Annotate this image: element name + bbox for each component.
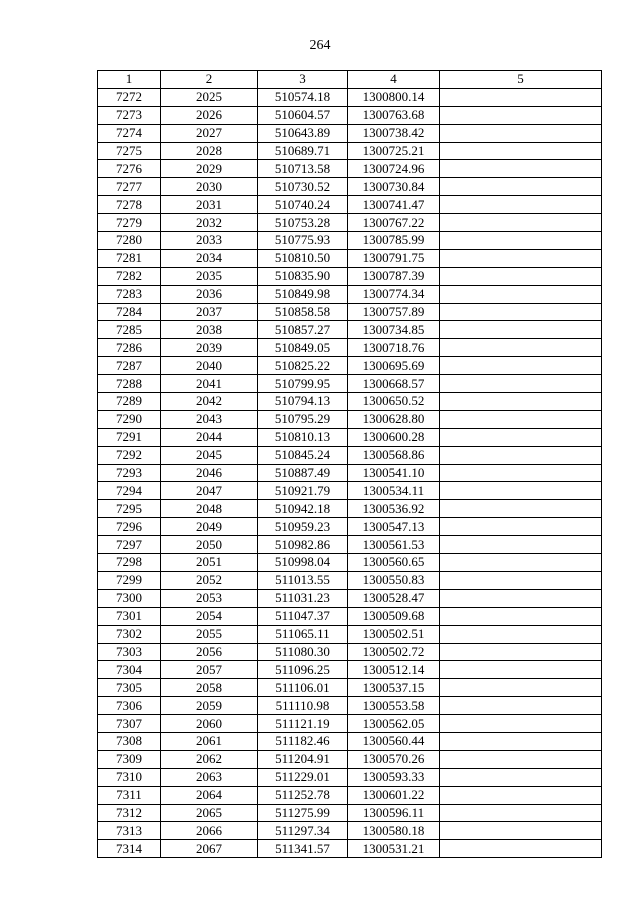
table-cell: 511031.23 — [258, 589, 348, 607]
table-cell — [440, 804, 602, 822]
table-cell: 1300785.99 — [348, 232, 440, 250]
table-row — [98, 196, 602, 214]
table-cell: 2029 — [161, 160, 258, 178]
table-cell — [440, 589, 602, 607]
table-cell: 510810.50 — [258, 249, 348, 267]
table-cell — [440, 732, 602, 750]
table-row — [98, 804, 602, 822]
table-row — [98, 178, 602, 196]
table-cell: 2028 — [161, 142, 258, 160]
table-row — [98, 214, 602, 232]
table-row — [98, 536, 602, 554]
table-cell — [440, 249, 602, 267]
table-row — [98, 232, 602, 250]
table-cell: 1300650.52 — [348, 393, 440, 411]
table-cell — [440, 410, 602, 428]
coordinates-table — [97, 70, 602, 858]
table-cell — [440, 715, 602, 733]
table-cell — [440, 482, 602, 500]
table-cell: 1300787.39 — [348, 267, 440, 285]
table-row — [98, 643, 602, 661]
table-cell: 511080.30 — [258, 643, 348, 661]
table-cell: 511121.19 — [258, 715, 348, 733]
table-cell: 7299 — [98, 571, 161, 589]
table-row — [98, 142, 602, 160]
table-cell: 1300502.72 — [348, 643, 440, 661]
table-cell — [440, 571, 602, 589]
table-cell: 2027 — [161, 124, 258, 142]
table-cell: 2051 — [161, 554, 258, 572]
table-cell: 7273 — [98, 106, 161, 124]
table-cell — [440, 321, 602, 339]
table-cell: 1300561.53 — [348, 536, 440, 554]
table-row — [98, 393, 602, 411]
table-cell: 2056 — [161, 643, 258, 661]
table-cell: 1300767.22 — [348, 214, 440, 232]
table-cell — [440, 768, 602, 786]
table-cell: 1300547.13 — [348, 518, 440, 536]
table-cell: 1300730.84 — [348, 178, 440, 196]
table-cell: 510942.18 — [258, 500, 348, 518]
table-cell: 510982.86 — [258, 536, 348, 554]
table-cell: 1300763.68 — [348, 106, 440, 124]
table-header-row — [98, 71, 602, 89]
table-cell: 7282 — [98, 267, 161, 285]
table-cell: 7295 — [98, 500, 161, 518]
table-cell: 2031 — [161, 196, 258, 214]
table-row — [98, 88, 602, 106]
table-cell — [440, 285, 602, 303]
table-cell: 7294 — [98, 482, 161, 500]
table-row — [98, 339, 602, 357]
table-cell: 510857.27 — [258, 321, 348, 339]
table-cell: 7285 — [98, 321, 161, 339]
table-cell — [440, 446, 602, 464]
table-cell: 7310 — [98, 768, 161, 786]
table-cell: 1300560.65 — [348, 554, 440, 572]
table-row — [98, 446, 602, 464]
table-cell: 511297.34 — [258, 822, 348, 840]
table-cell: 510643.89 — [258, 124, 348, 142]
table-cell — [440, 160, 602, 178]
table-cell: 1300528.47 — [348, 589, 440, 607]
table-cell — [440, 393, 602, 411]
table-cell: 7306 — [98, 697, 161, 715]
table-cell: 1300509.68 — [348, 607, 440, 625]
table-cell: 7289 — [98, 393, 161, 411]
table-cell: 2042 — [161, 393, 258, 411]
table-cell — [440, 267, 602, 285]
table-row — [98, 285, 602, 303]
table-cell: 7301 — [98, 607, 161, 625]
table-cell: 2061 — [161, 732, 258, 750]
table-cell: 1300668.57 — [348, 375, 440, 393]
table-cell: 2035 — [161, 267, 258, 285]
table-row — [98, 750, 602, 768]
table-cell: 2037 — [161, 303, 258, 321]
table-cell: 2039 — [161, 339, 258, 357]
table-cell: 1300718.76 — [348, 339, 440, 357]
table-cell: 2054 — [161, 607, 258, 625]
table-cell: 2044 — [161, 428, 258, 446]
table-cell — [440, 142, 602, 160]
table-row — [98, 732, 602, 750]
table-cell: 511252.78 — [258, 786, 348, 804]
table-cell — [440, 339, 602, 357]
table-cell: 511229.01 — [258, 768, 348, 786]
table-row — [98, 267, 602, 285]
table-cell: 7309 — [98, 750, 161, 768]
table-cell: 7278 — [98, 196, 161, 214]
table-cell: 2055 — [161, 625, 258, 643]
table-cell: 7272 — [98, 88, 161, 106]
table-cell: 511013.55 — [258, 571, 348, 589]
table-row — [98, 428, 602, 446]
table-cell — [440, 232, 602, 250]
table-cell: 511110.98 — [258, 697, 348, 715]
table-cell — [440, 178, 602, 196]
table-cell: 1300738.42 — [348, 124, 440, 142]
table-row — [98, 679, 602, 697]
table-cell: 2065 — [161, 804, 258, 822]
table-cell: 1300534.11 — [348, 482, 440, 500]
table-cell: 1300512.14 — [348, 661, 440, 679]
table-cell: 510998.04 — [258, 554, 348, 572]
table-cell: 510849.98 — [258, 285, 348, 303]
table-cell: 510835.90 — [258, 267, 348, 285]
table-row — [98, 840, 602, 858]
table-cell — [440, 106, 602, 124]
table-cell: 2053 — [161, 589, 258, 607]
table-cell — [440, 357, 602, 375]
table-cell: 7293 — [98, 464, 161, 482]
table-cell: 2041 — [161, 375, 258, 393]
table-cell: 1300601.22 — [348, 786, 440, 804]
table-cell: 7305 — [98, 679, 161, 697]
table-cell: 1300560.44 — [348, 732, 440, 750]
table-cell: 7286 — [98, 339, 161, 357]
table-cell: 511182.46 — [258, 732, 348, 750]
table-cell: 2050 — [161, 536, 258, 554]
table-cell: 1300550.83 — [348, 571, 440, 589]
table-cell — [440, 88, 602, 106]
table-cell: 510921.79 — [258, 482, 348, 500]
table-row — [98, 124, 602, 142]
table-cell: 511065.11 — [258, 625, 348, 643]
page-number: 264 — [309, 38, 331, 53]
table-cell: 7313 — [98, 822, 161, 840]
table-cell: 2046 — [161, 464, 258, 482]
column-header: 3 — [258, 71, 348, 89]
table-cell: 510845.24 — [258, 446, 348, 464]
table-cell: 511106.01 — [258, 679, 348, 697]
table-cell: 7290 — [98, 410, 161, 428]
table-cell: 510775.93 — [258, 232, 348, 250]
table-cell — [440, 500, 602, 518]
table-cell: 7274 — [98, 124, 161, 142]
table-cell: 2038 — [161, 321, 258, 339]
table-cell: 7303 — [98, 643, 161, 661]
table-cell: 510574.18 — [258, 88, 348, 106]
table-cell: 7288 — [98, 375, 161, 393]
table-cell — [440, 697, 602, 715]
table-cell: 511341.57 — [258, 840, 348, 858]
table-cell: 1300562.05 — [348, 715, 440, 733]
table-cell: 511204.91 — [258, 750, 348, 768]
table-cell: 1300741.47 — [348, 196, 440, 214]
column-header: 1 — [98, 71, 161, 89]
table-cell: 1300553.58 — [348, 697, 440, 715]
table-cell: 2049 — [161, 518, 258, 536]
table-cell — [440, 822, 602, 840]
table-cell: 7291 — [98, 428, 161, 446]
table-row — [98, 786, 602, 804]
table-cell — [440, 679, 602, 697]
column-header: 4 — [348, 71, 440, 89]
table-row — [98, 249, 602, 267]
table-cell: 1300724.96 — [348, 160, 440, 178]
table-cell — [440, 124, 602, 142]
table-row — [98, 661, 602, 679]
table-row — [98, 589, 602, 607]
table-cell: 1300800.14 — [348, 88, 440, 106]
column-header: 5 — [440, 71, 602, 89]
table-cell: 510730.52 — [258, 178, 348, 196]
table-row — [98, 697, 602, 715]
table-cell: 7302 — [98, 625, 161, 643]
table-cell: 7308 — [98, 732, 161, 750]
table-cell: 510849.05 — [258, 339, 348, 357]
table-row — [98, 500, 602, 518]
table-row — [98, 321, 602, 339]
table-cell — [440, 428, 602, 446]
table-row — [98, 768, 602, 786]
table-cell: 7283 — [98, 285, 161, 303]
table-cell: 7307 — [98, 715, 161, 733]
table-cell: 7281 — [98, 249, 161, 267]
table-cell: 1300537.15 — [348, 679, 440, 697]
table-cell: 2066 — [161, 822, 258, 840]
table-cell: 1300695.69 — [348, 357, 440, 375]
table-cell — [440, 625, 602, 643]
table-cell: 510795.29 — [258, 410, 348, 428]
table-cell — [440, 607, 602, 625]
table-cell: 2045 — [161, 446, 258, 464]
table-cell: 2026 — [161, 106, 258, 124]
table-row — [98, 106, 602, 124]
table-cell: 2059 — [161, 697, 258, 715]
table-row — [98, 518, 602, 536]
table-body — [98, 88, 602, 857]
table-cell: 1300580.18 — [348, 822, 440, 840]
table-cell: 1300734.85 — [348, 321, 440, 339]
table-cell: 510825.22 — [258, 357, 348, 375]
table-cell: 1300541.10 — [348, 464, 440, 482]
table-cell: 2036 — [161, 285, 258, 303]
table-cell: 1300596.11 — [348, 804, 440, 822]
table-row — [98, 410, 602, 428]
table-cell: 2047 — [161, 482, 258, 500]
table-cell: 1300502.51 — [348, 625, 440, 643]
table-row — [98, 625, 602, 643]
table-cell — [440, 643, 602, 661]
table-cell — [440, 464, 602, 482]
table-cell — [440, 840, 602, 858]
table-cell: 2064 — [161, 786, 258, 804]
table-cell: 7312 — [98, 804, 161, 822]
table-cell: 1300593.33 — [348, 768, 440, 786]
table-row — [98, 822, 602, 840]
table-cell: 510810.13 — [258, 428, 348, 446]
table-cell: 510689.71 — [258, 142, 348, 160]
table-cell: 510753.28 — [258, 214, 348, 232]
table-cell: 1300536.92 — [348, 500, 440, 518]
table-cell: 510713.58 — [258, 160, 348, 178]
table-cell: 2062 — [161, 750, 258, 768]
table-cell: 511096.25 — [258, 661, 348, 679]
table-row — [98, 375, 602, 393]
table-row — [98, 357, 602, 375]
table-cell — [440, 750, 602, 768]
table-cell — [440, 303, 602, 321]
table-row — [98, 571, 602, 589]
table-cell: 1300600.28 — [348, 428, 440, 446]
table-cell: 2032 — [161, 214, 258, 232]
table-cell: 510740.24 — [258, 196, 348, 214]
table-cell: 7277 — [98, 178, 161, 196]
table-cell: 510959.23 — [258, 518, 348, 536]
table-cell: 1300725.21 — [348, 142, 440, 160]
table-cell: 1300570.26 — [348, 750, 440, 768]
table-cell: 1300628.80 — [348, 410, 440, 428]
table-cell: 1300757.89 — [348, 303, 440, 321]
table-cell: 7284 — [98, 303, 161, 321]
table-row — [98, 303, 602, 321]
table-cell: 2043 — [161, 410, 258, 428]
table-cell: 7275 — [98, 142, 161, 160]
table-cell — [440, 661, 602, 679]
table-cell: 510604.57 — [258, 106, 348, 124]
table-cell: 7287 — [98, 357, 161, 375]
table-cell: 1300791.75 — [348, 249, 440, 267]
table-cell: 2060 — [161, 715, 258, 733]
table-cell: 7280 — [98, 232, 161, 250]
table-row — [98, 554, 602, 572]
column-header: 2 — [161, 71, 258, 89]
table-row — [98, 482, 602, 500]
table-cell: 1300531.21 — [348, 840, 440, 858]
table-cell: 7279 — [98, 214, 161, 232]
table-cell: 2057 — [161, 661, 258, 679]
table-cell — [440, 786, 602, 804]
table-cell — [440, 375, 602, 393]
table-cell — [440, 214, 602, 232]
table-cell — [440, 196, 602, 214]
table-cell: 510858.58 — [258, 303, 348, 321]
table-cell: 7311 — [98, 786, 161, 804]
table-cell: 510794.13 — [258, 393, 348, 411]
table-cell: 2063 — [161, 768, 258, 786]
table-row — [98, 715, 602, 733]
table-cell: 7298 — [98, 554, 161, 572]
table-cell: 2058 — [161, 679, 258, 697]
table-row — [98, 160, 602, 178]
table-cell: 511047.37 — [258, 607, 348, 625]
table-cell: 2067 — [161, 840, 258, 858]
table-row — [98, 607, 602, 625]
table-cell: 2048 — [161, 500, 258, 518]
table-cell: 7300 — [98, 589, 161, 607]
table-cell: 7297 — [98, 536, 161, 554]
table-cell: 1300568.86 — [348, 446, 440, 464]
table-cell — [440, 536, 602, 554]
table-cell: 2033 — [161, 232, 258, 250]
table-cell: 2052 — [161, 571, 258, 589]
table-cell: 510799.95 — [258, 375, 348, 393]
table-cell: 2030 — [161, 178, 258, 196]
table-cell: 2025 — [161, 88, 258, 106]
table-cell: 7292 — [98, 446, 161, 464]
table-cell: 511275.99 — [258, 804, 348, 822]
table-cell: 7276 — [98, 160, 161, 178]
table-cell: 510887.49 — [258, 464, 348, 482]
table-cell: 7314 — [98, 840, 161, 858]
table-cell: 7304 — [98, 661, 161, 679]
table-row — [98, 464, 602, 482]
table-cell: 2034 — [161, 249, 258, 267]
table-cell — [440, 518, 602, 536]
table-cell — [440, 554, 602, 572]
table-cell: 2040 — [161, 357, 258, 375]
table-cell: 7296 — [98, 518, 161, 536]
table-cell: 1300774.34 — [348, 285, 440, 303]
